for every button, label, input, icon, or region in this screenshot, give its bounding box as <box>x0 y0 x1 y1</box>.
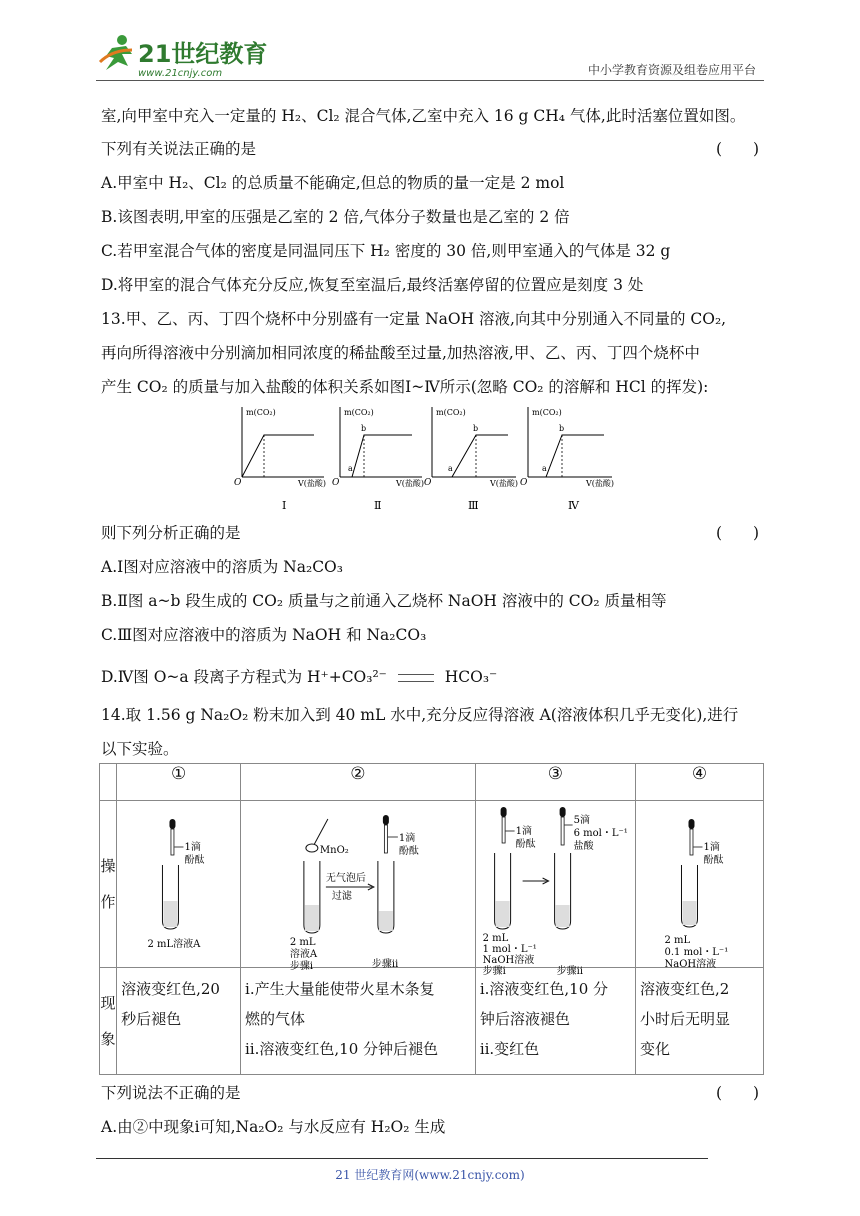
op1-reagent: 酚酞 <box>184 855 205 866</box>
graph-2-ylabel: m(CO₂) <box>344 408 374 417</box>
graph-4 <box>520 407 614 512</box>
col-header-3: ③ <box>475 764 635 801</box>
graph-1-roman: Ⅰ <box>282 499 287 512</box>
graph-4-roman: Ⅳ <box>568 499 579 512</box>
graph-3-origin: O <box>424 478 432 488</box>
op3-reagent2: 盐酸 <box>573 841 594 852</box>
graph-3-roman: Ⅲ <box>468 499 479 512</box>
q12-line1: 室,向甲室中充入一定量的 H₂、Cl₂ 混合气体,乙室中充入 16 g CH₄ 气体,此时活塞位置如图。 <box>101 107 746 125</box>
ph-cell-4: 溶液变红色,2 小时后无明显 变化 <box>636 968 764 1075</box>
graph-4-xlabel: V(盐酸) <box>586 479 615 488</box>
graph-1-xlabel: V(盐酸) <box>298 479 327 488</box>
op3-tube-label2: 1 mol・L⁻¹ <box>482 944 537 955</box>
graph-3 <box>424 407 518 512</box>
table-row-phenomenon <box>100 968 764 1075</box>
op4-drop: 1滴 <box>703 842 720 853</box>
op-cell-4 <box>636 801 764 968</box>
op4-tube-label3: NaOH溶液 <box>664 959 717 970</box>
op3-tube-label3: NaOH溶液 <box>482 955 535 966</box>
q14-answer-paren: ( ) <box>716 1084 760 1102</box>
q13-stem: 则下列分析正确的是 <box>101 524 241 542</box>
q12-option-a: A.甲室中 H₂、Cl₂ 的总质量不能确定,但总的物质的量一定是 2 mol <box>101 174 565 192</box>
col-header-4: ④ <box>636 764 764 801</box>
graph-4-origin: O <box>520 478 528 488</box>
op1-drop: 1滴 <box>184 842 201 853</box>
graph-1-ylabel: m(CO₂) <box>246 408 276 417</box>
co2-graphs <box>228 403 628 515</box>
op2-arrow-text1: 无气泡后 <box>325 873 366 884</box>
op2-reagent: 酚酞 <box>398 846 419 857</box>
graph-2-b: b <box>361 424 367 433</box>
op-diagram-3 <box>476 801 635 977</box>
q13-option-b: B.Ⅱ图 a~b 段生成的 CO₂ 质量与之前通入乙烧杯 NaOH 溶液中的 CO₂ 质量相等 <box>101 592 667 610</box>
q14-option-a: A.由②中现象ⅰ可知,Na₂O₂ 与水反应有 H₂O₂ 生成 <box>101 1118 446 1136</box>
runner-icon <box>100 35 132 70</box>
q13-option-d-product: HCO₃⁻ <box>444 668 498 686</box>
header-slogan: 中小学教育资源及组卷应用平台 <box>587 63 756 77</box>
q13-answer-paren: ( ) <box>716 524 760 542</box>
op-cell-3 <box>475 801 635 977</box>
op1-tube-label: 2 mL溶液A <box>147 939 201 950</box>
op-diagram-1 <box>117 801 240 967</box>
graph-2 <box>332 407 424 512</box>
graph-4-a: a <box>542 464 547 473</box>
graph-3-b: b <box>473 424 479 433</box>
graph-1-origin: O <box>234 478 242 488</box>
op2-step2: 步骤ⅱ <box>371 959 399 970</box>
q14-line2: 以下实验。 <box>101 740 179 758</box>
table-row-operation <box>100 801 764 968</box>
header-blank <box>100 764 117 801</box>
ph-cell-3: ⅰ.溶液变红色,10 分 钟后溶液褪色 ⅱ.变红色 <box>475 968 635 1075</box>
op4-tube-label1: 2 mL <box>664 935 691 946</box>
graph-2-origin: O <box>332 478 340 488</box>
logo-text: 21世纪教育 <box>138 40 268 68</box>
op2-mno2: MnO₂ <box>319 845 349 856</box>
op3-step2: 步骤ⅱ <box>556 966 583 977</box>
graph-3-a: a <box>448 464 453 473</box>
q12-line2: 下列有关说法正确的是 <box>101 140 257 158</box>
col-header-2: ② <box>241 764 476 801</box>
logo-url: www.21cnjy.com <box>138 68 223 79</box>
op2-tube-label1: 2 mL <box>289 937 316 948</box>
row-label-operation: 操 作 <box>100 801 117 968</box>
graph-4-ylabel: m(CO₂) <box>532 408 562 417</box>
q13-line1: 13.甲、乙、丙、丁四个烧杯中分别盛有一定量 NaOH 溶液,向其中分别通入不同量的 CO₂, <box>101 310 727 328</box>
op2-tube-label2: 溶液A <box>289 949 318 960</box>
q13-option-d-prefix: D.Ⅳ图 O~a 段离子方程式为 H⁺+CO₃²⁻ <box>101 668 387 686</box>
op2-drop: 1滴 <box>398 833 416 844</box>
graph-1 <box>234 407 326 512</box>
experiment-table <box>99 763 764 1075</box>
graph-2-xlabel: V(盐酸) <box>396 479 425 488</box>
q13-line3: 产生 CO₂ 的质量与加入盐酸的体积关系如图Ⅰ~Ⅳ所示(忽略 CO₂ 的溶解和 HCl 的挥发): <box>101 378 709 396</box>
ph-cell-2: ⅰ.产生大量能使带火星木条复 燃的气体 ⅱ.溶液变红色,10 分钟后褪色 <box>241 968 476 1075</box>
op3-reagent1: 酚酞 <box>515 839 536 850</box>
col-header-1: ① <box>117 764 241 801</box>
footer-text: 21 世纪教育网(www.21cnjy.com) <box>335 1168 525 1182</box>
q14-line1: 14.取 1.56 g Na₂O₂ 粉末加入到 40 mL 水中,充分反应得溶液 A(溶液体积几乎无变化),进行 <box>101 706 739 724</box>
graph-2-a: a <box>348 464 353 473</box>
q13-option-c: C.Ⅲ图对应溶液中的溶质为 NaOH 和 Na₂CO₃ <box>101 626 427 644</box>
q12-option-d: D.将甲室的混合气体充分反应,恢复至室温后,最终活塞停留的位置应是刻度 3 处 <box>101 276 644 294</box>
q13-option-d <box>101 666 497 688</box>
op3-drop1: 1滴 <box>515 826 532 837</box>
ph-cell-1: 溶液变红色,20 秒后褪色 <box>117 968 241 1075</box>
op4-reagent: 酚酞 <box>703 855 724 866</box>
op2-step1: 步骤ⅰ <box>289 961 314 972</box>
op3-conc: 6 mol・L⁻¹ <box>573 828 628 839</box>
site-logo <box>92 32 268 82</box>
table-header-row <box>100 764 764 801</box>
op-diagram-2 <box>241 801 475 972</box>
op2-arrow-text2: 过滤 <box>331 891 352 902</box>
q13-line2: 再向所得溶液中分别滴加相同浓度的稀盐酸至过量,加热溶液,甲、乙、丙、丁四个烧杯中 <box>101 344 700 362</box>
q12-option-b: B.该图表明,甲室的压强是乙室的 2 倍,气体分子数量也是乙室的 2 倍 <box>101 208 570 226</box>
equals-sign-icon <box>398 674 434 682</box>
q12-answer-paren: ( ) <box>716 140 760 158</box>
graph-4-b: b <box>559 424 565 433</box>
op-diagram-4 <box>636 801 763 970</box>
op3-tube-label1: 2 mL <box>482 933 509 944</box>
q14-stem: 下列说法不正确的是 <box>101 1084 241 1102</box>
op3-step1: 步骤ⅰ <box>482 966 506 977</box>
graph-3-xlabel: V(盐酸) <box>490 479 519 488</box>
header-divider <box>96 80 764 81</box>
op4-tube-label2: 0.1 mol・L⁻¹ <box>664 947 729 958</box>
footer-divider <box>96 1158 708 1159</box>
q13-option-a: A.Ⅰ图对应溶液中的溶质为 Na₂CO₃ <box>101 558 343 576</box>
row-label-phenomenon: 现 象 <box>100 968 117 1075</box>
op3-drop2: 5滴 <box>573 815 590 826</box>
graph-2-roman: Ⅱ <box>374 499 382 512</box>
graph-3-ylabel: m(CO₂) <box>436 408 466 417</box>
op-cell-1 <box>117 801 241 968</box>
q12-option-c: C.若甲室混合气体的密度是同温同压下 H₂ 密度的 30 倍,则甲室通入的气体是 32 g <box>101 242 671 260</box>
op-cell-2 <box>241 801 476 972</box>
